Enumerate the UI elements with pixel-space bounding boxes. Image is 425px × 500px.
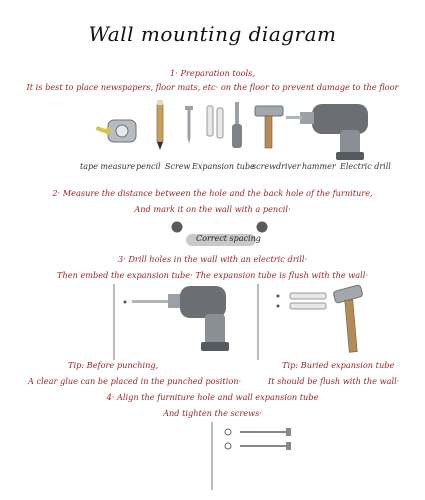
step2-line2: And mark it on the wall with a pencil· (134, 204, 291, 214)
tool-label-pencil: pencil (136, 162, 161, 171)
tool-label-hammer: hammer (302, 162, 336, 171)
drilling-illustration (0, 280, 425, 360)
hammer-icon (255, 106, 283, 148)
screwdriver-icon (232, 102, 242, 148)
left-hole-mark (172, 222, 183, 233)
hammer-in-use-icon (333, 285, 363, 353)
step4-line1: 4· Align the furniture hole and wall expansion tube (106, 392, 319, 402)
tool-label-screwdriver: screwdriver (252, 162, 301, 171)
tape-measure-icon (96, 120, 136, 142)
tip-left-text: A clear glue can be placed in the punched position· (28, 376, 242, 386)
right-hole-mark (257, 222, 268, 233)
tip-right-title: Tip: Buried expansion tube (282, 360, 395, 370)
tool-label-expansion-tube: Expansion tube (192, 162, 255, 171)
spacing-diagram (0, 215, 425, 250)
pencil-icon (157, 100, 163, 150)
step1-note: It is best to place newspapers, floor mats, etc· on the floor to prevent damage to the floor (26, 82, 399, 92)
expansion-tubes-icon (277, 293, 327, 309)
tool-label-electric-drill: Electric drill (340, 162, 391, 171)
electric-drill-icon (286, 104, 368, 160)
tip-left-title: Tip: Before punching, (68, 360, 159, 370)
step1-heading: 1· Preparation tools, (170, 68, 255, 78)
step4-line2: And tighten the screws· (163, 408, 262, 418)
tools-illustration (0, 90, 425, 160)
tip-right-text: It should be flush with the wall· (268, 376, 400, 386)
drill-in-use-icon (132, 286, 229, 351)
step3-line1: 3· Drill holes in the wall with an electric drill· (117, 254, 308, 264)
spacing-label: Correct spacing (196, 234, 261, 243)
expansion-tube-icon (207, 106, 223, 138)
step2-line1: 2· Measure the distance between the hole and the back hole of the furniture, (52, 188, 373, 198)
screw-tightening-illustration (0, 418, 425, 493)
tool-label-screw: Screw (165, 162, 191, 171)
page-title: Wall mounting diagram (88, 22, 337, 46)
screw-icon (185, 106, 193, 144)
step3-line2: Then embed the expansion tube· The expansion tube is flush with the wall· (56, 270, 369, 280)
screw-alignment-icon (225, 428, 291, 450)
tool-label-tape-measure: tape measure (80, 162, 136, 171)
